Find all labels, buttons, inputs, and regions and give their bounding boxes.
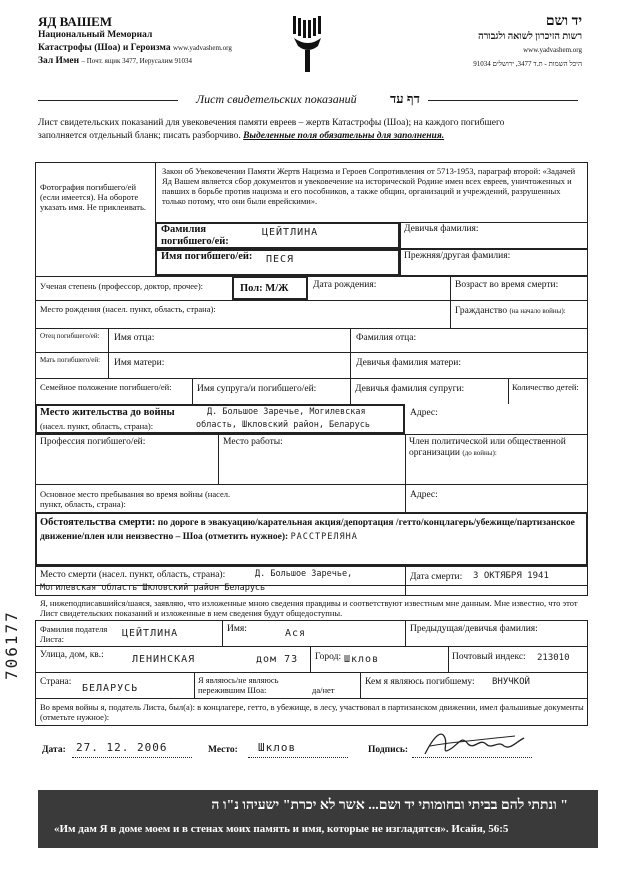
left-org-line2: Катастрофы (Шоа) и Героизма — [38, 43, 171, 53]
city-value: Шклов — [344, 654, 380, 665]
left-org-title: ЯД ВАШЕМ — [38, 14, 113, 29]
father-of-label: Отец погибшего/ей: — [40, 332, 100, 340]
residence-label: Место жительства до войны — [40, 407, 175, 418]
residence-value-line1: Д. Большое Заречье, Могилевская — [207, 407, 366, 417]
age-label: Возраст во время смерти: — [455, 280, 559, 290]
degree-label: Ученая степень (профессор, доктор, прочее): — [40, 281, 204, 291]
right-org-title: יד ושם — [545, 14, 582, 29]
intro-line1: Лист свидетельских показаний для увековечения памяти евреев – жертв Катастрофы (Шоа); на каждого погибшего — [38, 118, 505, 128]
residence-note: (насел. пункт, область, страна): — [40, 421, 154, 431]
mother-name-label: Имя матери: — [114, 358, 165, 368]
spouse-name-label: Имя супруга/и погибшего/ей: — [197, 384, 317, 394]
zip-label: Почтовый индекс: — [452, 652, 526, 662]
citizenship-label: Гражданство — [455, 306, 508, 316]
spouse-maiden-label: Девичья фамилия супруги: — [355, 384, 465, 394]
death-date-value: 3 ОКТЯБРЯ 1941 — [473, 571, 549, 581]
photo-instructions: Фотография погибшего/ей (если имеется). На обороте указать имя. Не приклеивать. — [40, 182, 146, 212]
left-org-address: – Почт. ящик 3477, Иерусалим 91034 — [81, 57, 193, 65]
right-org-url: www.yadvashem.org — [523, 46, 582, 54]
place-label: Место: — [208, 745, 238, 755]
death-place-value-line1: Д. Большое Заречье, — [255, 569, 353, 579]
survivor-value: да/нет — [312, 685, 335, 695]
left-org-line1: Национальный Мемориал — [38, 30, 153, 40]
birthplace-label: Место рождения (насел. пункт, область, страна): — [40, 304, 216, 314]
country-label: Страна: — [40, 677, 72, 687]
sex-label: Пол: М/Ж — [240, 283, 289, 294]
house-value: дом 73 — [256, 654, 299, 665]
banner-quote-he: " ונתתי להם בביתי ובחומותי יד ושם... אשר לא יכרת" ישעיהו נ"ו ה — [211, 798, 568, 813]
form-title-he: דף עד — [390, 91, 420, 106]
victim-name-value: ПЕСЯ — [266, 254, 295, 265]
banner-quote-ru: «Им дам Я в доме моем и в стенах моих память и имя, которые не изгладятся». Исайя, 56:5 — [54, 823, 509, 835]
form-title-ru: Лист свидетельских показаний — [196, 92, 357, 106]
country-value: БЕЛАРУСЬ — [82, 683, 139, 694]
intro-emphasis: Выделенные поля обязательны для заполнения. — [243, 131, 445, 141]
street-label: Улица, дом, кв.: — [40, 650, 104, 660]
place-value: Шклов — [258, 741, 297, 754]
wartime-address-label: Адрес: — [410, 490, 438, 500]
victim-maiden-label: Девичья фамилия: — [404, 224, 479, 234]
relation-value: ВНУЧКОЙ — [492, 677, 530, 687]
children-label: Количество детей: — [512, 382, 579, 392]
left-org-url: www.yadvashem.org — [172, 44, 232, 52]
circumstances-value: РАССТРЕЛЯНА — [290, 532, 358, 542]
residence-value-line2: область, Шкловский район, Беларусь — [196, 420, 370, 430]
law-text: Закон об Увековечении Памяти Жертв Нацизма и Героев Сопротивления от 5713-1953, параграф второй: «Задачей Яд Вашем является сбор документов и увековечение на исторической Родине имен всех евреев, уничтоженных и павших в борьбе против нацизма и его пособников, а также общин, организаций и учреждений, разрушенных только потому, что они были еврейскими». — [162, 166, 576, 206]
city-label: Город: — [315, 652, 342, 662]
right-org-line1: רשות הזיכרון לשואה ולגבורה — [478, 32, 582, 42]
residence-address-label: Адрес: — [410, 408, 438, 418]
profession-label: Профессия погибшего/ей: — [40, 437, 146, 447]
citizenship-note: (на начало войны): — [509, 307, 566, 315]
victim-name-label: Имя погибшего/ей: — [161, 251, 253, 262]
victim-prev-surname-label: Прежняя/другая фамилия: — [404, 251, 511, 261]
yad-vashem-logo — [290, 14, 326, 74]
wartime-place-label: Основное место пребывания во время войны (насел. пункт, область, страна): — [40, 489, 231, 509]
survivor-label: Я являюсь/не являюсь пережившим Шоа: — [198, 675, 279, 695]
side-number: 706177 — [2, 610, 21, 680]
street-value: ЛЕНИНСКАЯ — [132, 654, 196, 665]
left-org-line3: Зал Имен — [38, 56, 80, 66]
mother-maiden-label: Девичья фамилия матери: — [356, 358, 462, 368]
date-label: Дата: — [42, 745, 66, 755]
mother-of-label: Мать погибшего/ей: — [40, 356, 101, 364]
father-name-label: Имя отца: — [114, 333, 155, 343]
submitter-wartime-text: Во время войны я, податель Листа, был(а): в концлагере, гетто, в убежище, в лесу, участвовал в партизанском движении, имел фальшивые документы (отметьте нужное): — [40, 702, 584, 722]
circumstances-options: по дороге в эвакуацию/карательная акция/депортация /гетто/концлагерь/убежище/партизанское движение/плен или неизвестно – Шоа (отметить нужное): — [40, 518, 575, 542]
signature-scribble — [420, 728, 530, 765]
member-note: (до войны): — [462, 449, 497, 457]
submitter-prev-label: Предыдущая/девичья фамилия: — [410, 624, 538, 634]
zip-value: 213010 — [537, 653, 570, 663]
date-value: 27. 12. 2006 — [76, 741, 168, 754]
father-surname-label: Фамилия отца: — [356, 333, 417, 343]
submitter-surname-label: Фамилия подателя Листа: — [40, 624, 108, 644]
dob-label: Дата рождения: — [313, 280, 377, 290]
submitter-surname-value: ЦЕЙТЛИНА — [122, 628, 179, 639]
death-place-label: Место смерти (насел. пункт, область, страна): — [40, 570, 226, 580]
death-place-value-line2: Могилевская область Шкловский район Беларусь — [40, 583, 266, 593]
death-date-label: Дата смерти: — [410, 572, 463, 582]
declaration-text: Я, нижеподписавшийся/шаяся, заявляю, что изложенные мною сведения правдивы и соответствуют известным мне данным. Мне известно, что этот Лист свидетельских показаний и изложенные в нем сведения будут общедоступны. — [40, 598, 578, 618]
victim-surname-value: ЦЕЙТЛИНА — [262, 227, 319, 238]
right-org-address: היכל השמות - ת.ד 3477, ירושלים 91034 — [473, 60, 582, 68]
victim-surname-label: Фамилия погибшего/ей: — [161, 224, 229, 247]
circumstances-label: Обстоятельства смерти: — [40, 517, 156, 528]
submitter-name-value: Ася — [285, 628, 307, 639]
member-label: Член политической или общественной организации (до войны): — [409, 437, 566, 458]
quote-banner — [38, 790, 598, 848]
relation-label: Кем я являюсь погибшему: — [365, 677, 475, 687]
submitter-name-label: Имя: — [227, 624, 247, 634]
signature-label: Подпись: — [368, 745, 409, 755]
workplace-label: Место работы: — [223, 437, 283, 447]
intro-line2: заполняется отдельный бланк; писать разборчиво. — [38, 131, 241, 141]
marital-label: Семейное положение погибшего/ей: — [40, 382, 172, 392]
